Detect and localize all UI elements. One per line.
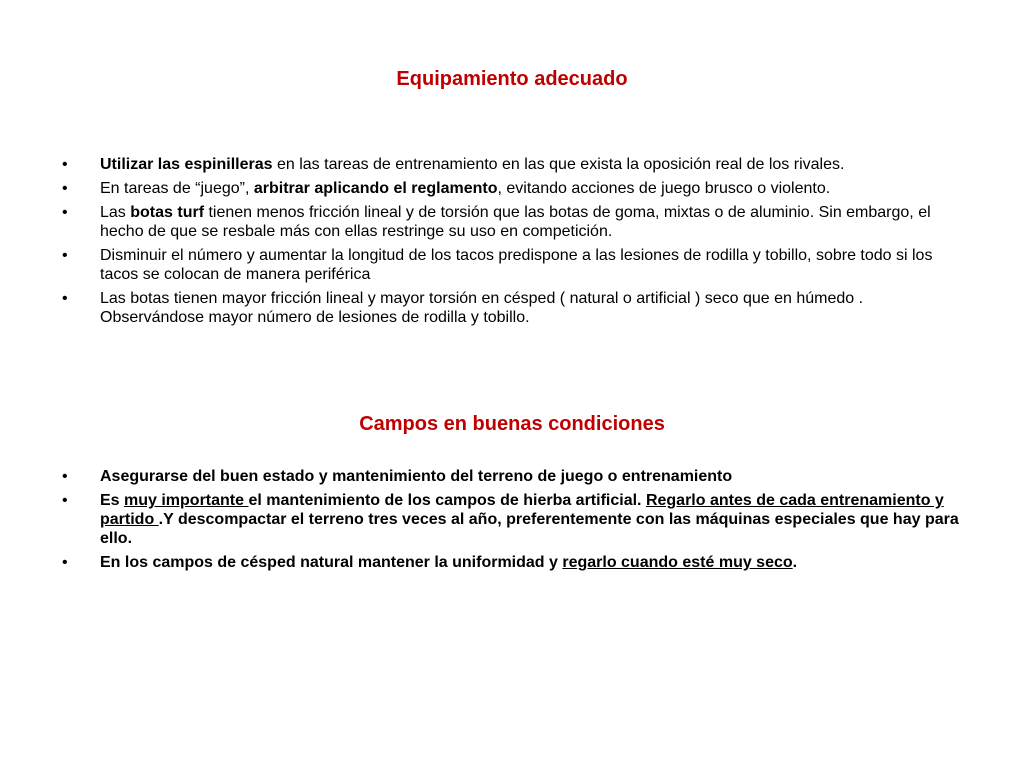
- item-text: , evitando acciones de juego brusco o violento.: [497, 180, 831, 197]
- bold-paragraph: [100, 554, 797, 571]
- bullet-icon: •: [62, 204, 68, 221]
- bold-paragraph: [100, 492, 959, 547]
- equipment-list: [62, 155, 962, 332]
- item-text: .: [792, 554, 798, 571]
- bullet-icon: •: [62, 468, 68, 485]
- bullet-icon: •: [62, 492, 68, 509]
- item-text: Disminuir el número y aumentar la longitud de los tacos predispone a las lesiones de rodilla y tobillo, sobre todo si los tacos se colocan de manera periférica: [100, 247, 933, 283]
- section-title-fields: Campos en buenas condiciones: [359, 413, 665, 435]
- list-item: [62, 491, 962, 548]
- item-text: tienen menos fricción lineal y de torsión que las botas de goma, mixtas o de aluminio. Sin embargo, el hecho de que se resbale más con ellas restringe su uso en competición.: [100, 204, 931, 240]
- bold-text: botas turf: [130, 204, 205, 221]
- bullet-icon: •: [62, 180, 68, 197]
- item-text: En tareas de “juego”,: [100, 180, 254, 197]
- item-text: el mantenimiento de los campos de hierba artificial.: [248, 492, 646, 509]
- item-text: Las botas tienen mayor fricción lineal y mayor torsión en césped ( natural o artificial ) seco que en húmedo . Observándose mayor número de lesiones de rodilla y tobillo.: [100, 290, 864, 326]
- bullet-icon: •: [62, 290, 68, 307]
- bold-text: Utilizar las espinilleras: [100, 156, 273, 173]
- item-text: en las tareas de entrenamiento en las que exista la oposición real de los rivales.: [272, 156, 845, 173]
- list-item: [62, 179, 962, 198]
- underlined-text: Regarlo antes de cada entrenamiento y: [645, 492, 944, 509]
- list-item: [62, 155, 962, 174]
- underlined-text: partido: [100, 511, 159, 528]
- item-text: Las: [100, 204, 131, 221]
- item-text: En los campos de césped natural mantener la uniformidad y: [100, 554, 563, 571]
- bullet-icon: •: [62, 554, 68, 571]
- list-item: [62, 467, 962, 486]
- bold-text: Asegurarse del buen estado y mantenimiento del terreno de juego o entrenamiento: [100, 468, 733, 485]
- bold-text: arbitrar aplicando el reglamento: [253, 180, 498, 197]
- item-text: .Y descompactar el terreno tres veces al año, preferentemente con las máquinas especiales que hay para ello.: [100, 511, 959, 547]
- list-item: [62, 246, 962, 284]
- list-item: [62, 289, 962, 327]
- item-text: Es: [100, 492, 125, 509]
- section-title-equipment: Equipamiento adecuado: [396, 68, 628, 90]
- list-item: [62, 203, 962, 241]
- bullet-icon: •: [62, 247, 68, 264]
- bullet-icon: •: [62, 156, 68, 173]
- list-item: [62, 553, 962, 572]
- underlined-text: muy importante: [124, 492, 249, 509]
- fields-list: [62, 467, 962, 577]
- underlined-text: regarlo cuando esté muy seco: [562, 554, 793, 571]
